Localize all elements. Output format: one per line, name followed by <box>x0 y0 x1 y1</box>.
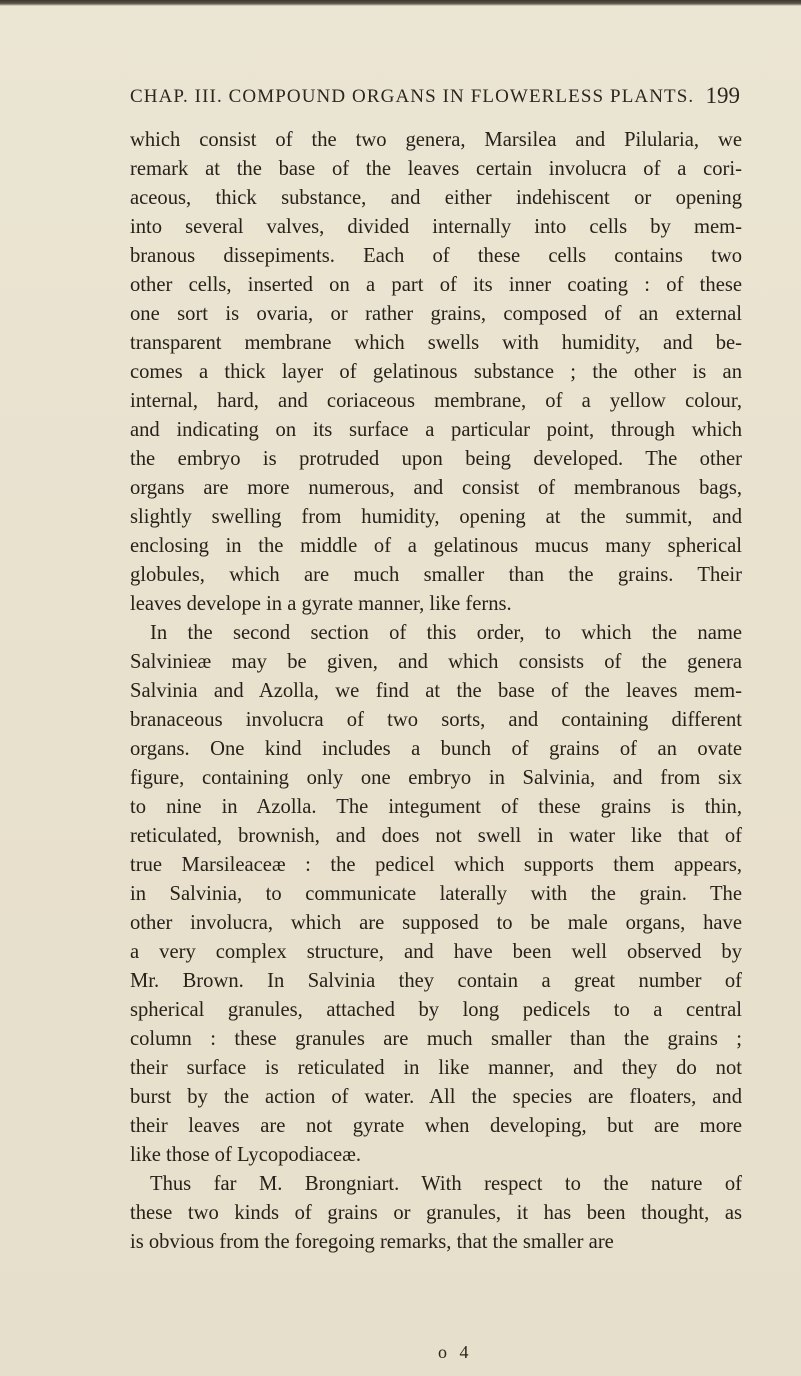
text-line: column : these granules are much smaller than the grains ; <box>130 1028 742 1050</box>
text-line: transparent membrane which swells with humidity, and be- <box>130 332 742 354</box>
running-head: CHAP. III. COMPOUND ORGANS IN FLOWERLESS PLANTS. <box>130 86 695 107</box>
text-line: globules, which are much smaller than the grains. Their <box>130 564 742 586</box>
text-line: other cells, inserted on a part of its inner coating : of these <box>130 274 742 296</box>
text-line: Salvinia and Azolla, we find at the base of the leaves mem- <box>130 680 742 702</box>
text-line: figure, containing only one embryo in Salvinia, and from six <box>130 767 742 789</box>
text-line: one sort is ovaria, or rather grains, composed of an external <box>130 303 742 325</box>
text-line: in Salvinia, to communicate laterally with the grain. The <box>130 883 742 905</box>
text-line: remark at the base of the leaves certain involucra of a cori- <box>130 158 742 180</box>
text-line: branaceous involucra of two sorts, and containing different <box>130 709 742 731</box>
body-text <box>130 126 742 1257</box>
signature-mark: o 4 <box>438 1342 473 1362</box>
text-line: reticulated, brownish, and does not swell in water like that of <box>130 825 742 847</box>
text-line: which consist of the two genera, Marsilea and Pilularia, we <box>130 129 742 151</box>
text-line: leaves develope in a gyrate manner, like ferns. <box>130 593 512 615</box>
text-line: the embryo is protruded upon being developed. The other <box>130 448 742 470</box>
text-line: a very complex structure, and have been well observed by <box>130 941 742 963</box>
page-header <box>130 83 740 116</box>
text-line: these two kinds of grains or granules, it has been thought, as <box>130 1202 742 1224</box>
text-line: aceous, thick substance, and either indehiscent or opening <box>130 187 742 209</box>
text-line: Mr. Brown. In Salvinia they contain a great number of <box>130 970 742 992</box>
text-line: comes a thick layer of gelatinous substance ; the other is an <box>130 361 742 383</box>
page-top-edge <box>0 0 801 6</box>
page-number: 199 <box>705 83 740 108</box>
text-line: enclosing in the middle of a gelatinous mucus many spherical <box>130 535 742 557</box>
text-line: In the second section of this order, to which the name <box>150 622 742 644</box>
text-line: slightly swelling from humidity, opening at the summit, and <box>130 506 742 528</box>
text-line: Salvinieæ may be given, and which consists of the genera <box>130 651 742 673</box>
text-line: true Marsileaceæ : the pedicel which supports them appears, <box>130 854 742 876</box>
text-line: other involucra, which are supposed to be male organs, have <box>130 912 742 934</box>
text-line: organs are more numerous, and consist of membranous bags, <box>130 477 742 499</box>
text-line: organs. One kind includes a bunch of grains of an ovate <box>130 738 742 760</box>
text-line: their surface is reticulated in like manner, and they do not <box>130 1057 742 1079</box>
text-line: spherical granules, attached by long pedicels to a central <box>130 999 742 1021</box>
text-line: to nine in Azolla. The integument of these grains is thin, <box>130 796 742 818</box>
text-line: and indicating on its surface a particular point, through which <box>130 419 742 441</box>
text-line: Thus far M. Brongniart. With respect to the nature of <box>150 1173 742 1195</box>
text-line: is obvious from the foregoing remarks, that the smaller are <box>130 1231 614 1253</box>
text-line: burst by the action of water. All the species are floaters, and <box>130 1086 742 1108</box>
text-line: branous dissepiments. Each of these cells contains two <box>130 245 742 267</box>
text-line: into several valves, divided internally into cells by mem- <box>130 216 742 238</box>
text-line: like those of Lycopodiaceæ. <box>130 1144 362 1166</box>
text-line: internal, hard, and coriaceous membrane, of a yellow colour, <box>130 390 742 412</box>
text-line: their leaves are not gyrate when developing, but are more <box>130 1115 742 1137</box>
